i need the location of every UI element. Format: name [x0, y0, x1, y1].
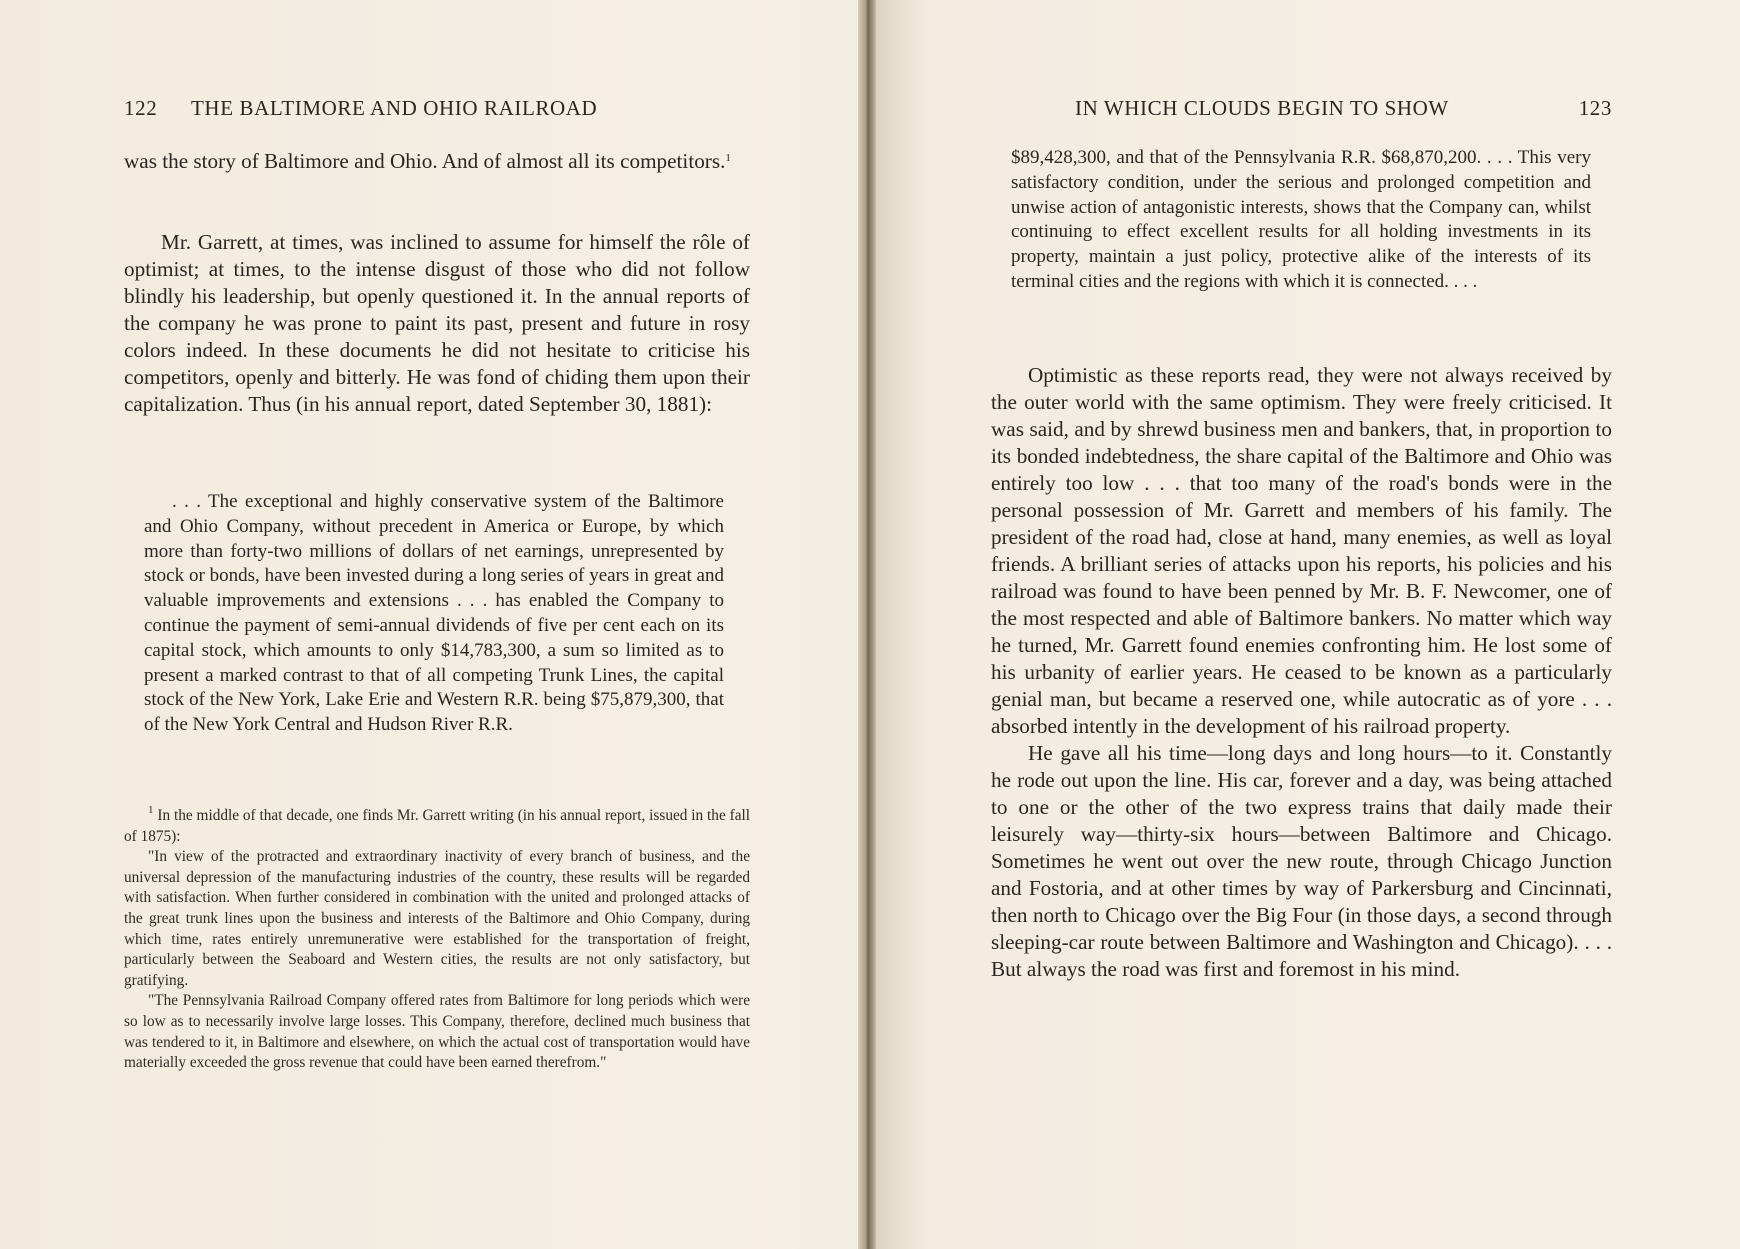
optimistic-paragraph: Optimistic as these reports read, they were not always received by the outer world with the same optimism. They were freely criticised. It was said, and by shrewd business men and bankers, that, in proportion to its bonded indebtedness, the share capital of the Baltimore and Ohio was entirely too low . . . that too many of the road's bonds were in the personal possession of Mr. Garrett and members of his family. The president of the road had, close at hand, many enemies, as well as loyal friends. A brilliant series of attacks upon his reports, his policies and his railroad was found to have been penned by Mr. B. F. Newcomer, one of the most respected and able of Baltimore bankers. No matter which way he turned, Mr. Garrett found enemies confronting him. He lost some of his urbanity of earlier years. He ceased to be known as a particularly genial man, but became a reserved one, while autocratic as of yore . . . absorbed intently in the development of his railroad property. [991, 363, 1612, 738]
right-running-head [991, 96, 1612, 126]
right-body [991, 362, 1612, 983]
footnote-marker: 1 [148, 804, 154, 816]
quote-continued-text: $89,428,300, and that of the Pennsylvania R.R. $68,870,200. . . . This very satisfactory condition, under the serious and prolonged competition and unwise action of antagonistic interests, shows that the Company can, whilst continuing to effect excellent results for all holding investments in its property, maintain a just policy, protective alike of the interests of its terminal cities and the regions with which it is connected. . . . [1011, 147, 1591, 292]
annual-report-quote [144, 490, 724, 738]
left-page-number: 122 [124, 96, 158, 120]
opening-text: was the story of Baltimore and Ohio. And of almost all its competitors. [124, 149, 726, 173]
left-body [124, 148, 750, 175]
quote-continued [1011, 146, 1591, 295]
right-page-number: 123 [1578, 96, 1612, 120]
right-running-title: IN WHICH CLOUDS BEGIN TO SHOW [1075, 96, 1449, 120]
left-running-title: THE BALTIMORE AND OHIO RAILROAD [191, 96, 598, 120]
footnote-3: "The Pennsylvania Railroad Company offered rates from Baltimore for long periods which were so low as to necessarily involve large losses. This Company, therefore, declined much business that was tendered to it, in Baltimore and elsewhere, on which the actual cost of transportation would have materially exceeded the gross revenue that could have been earned therefrom." [124, 992, 750, 1072]
time-paragraph: He gave all his time—long days and long hours—to it. Constantly he rode out upon the line. His car, forever and a day, was being attached to one or the other of the two express trains that daily made their leisurely way—thirty-six hours—between Baltimore and Chicago. Sometimes he went out over the new route, through Chicago Junction and Fostoria, and at other times by way of Parkersburg and Cincinnati, then north to Chicago over the Big Four (in those days, a second through sleeping-car route between Baltimore and Washington and Chicago). . . . But always the road was first and foremost in his mind. [991, 741, 1612, 981]
footnote-1-text: In the middle of that decade, one finds Mr. Garrett writing (in his annual report, issued in the fall of 1875): [124, 807, 750, 845]
left-running-head [124, 96, 750, 126]
opening-paragraph [124, 148, 750, 175]
footnote-2: "In view of the protracted and extraordinary inactivity of every branch of business, and the universal depression of the manufacturing industries of the country, these results will be regarded with satisfaction. When further considered in combination with the united and prolonged attacks of the great trunk lines upon the business and interests of the Baltimore and Ohio Company, during which time, rates entirely unremunerative were established for the transportation of freight, particularly between the Seaboard and Western cities, the results are not only satisfactory, but gratifying. [124, 848, 750, 989]
footnotes [124, 806, 750, 1074]
book-gutter [858, 0, 876, 1249]
garrett-paragraph: Mr. Garrett, at times, was inclined to assume for himself the rôle of optimist; at times, to the intense disgust of those who did not follow blindly his leadership, but openly questioned it. In the annual reports of the company he was prone to paint its past, present and future in rosy colors indeed. In these documents he did not hesitate to criticise his competitors, openly and bitterly. He was fond of chiding them upon their capitalization. Thus (in his annual report, dated September 30, 1881): [124, 230, 750, 416]
left-body-2 [124, 229, 750, 418]
quote-text: . . . The exceptional and highly conservative system of the Baltimore and Ohio Company, without precedent in America or Europe, by which more than forty-two millions of dollars of net earnings, unrepresented by stock or bonds, have been invested during a long series of years in great and valuable improvements and extensions . . . has enabled the Company to continue the payment of semi-annual dividends of five per cent each on its capital stock, which amounts to only $14,783,300, a sum so limited as to present a marked contrast to that of all competing Trunk Lines, the capital stock of the New York, Lake Erie and Western R.R. being $75,879,300, that of the New York Central and Hudson River R.R. [144, 491, 724, 736]
footnote-ref: 1 [725, 152, 731, 164]
footnote-1 [124, 806, 750, 847]
